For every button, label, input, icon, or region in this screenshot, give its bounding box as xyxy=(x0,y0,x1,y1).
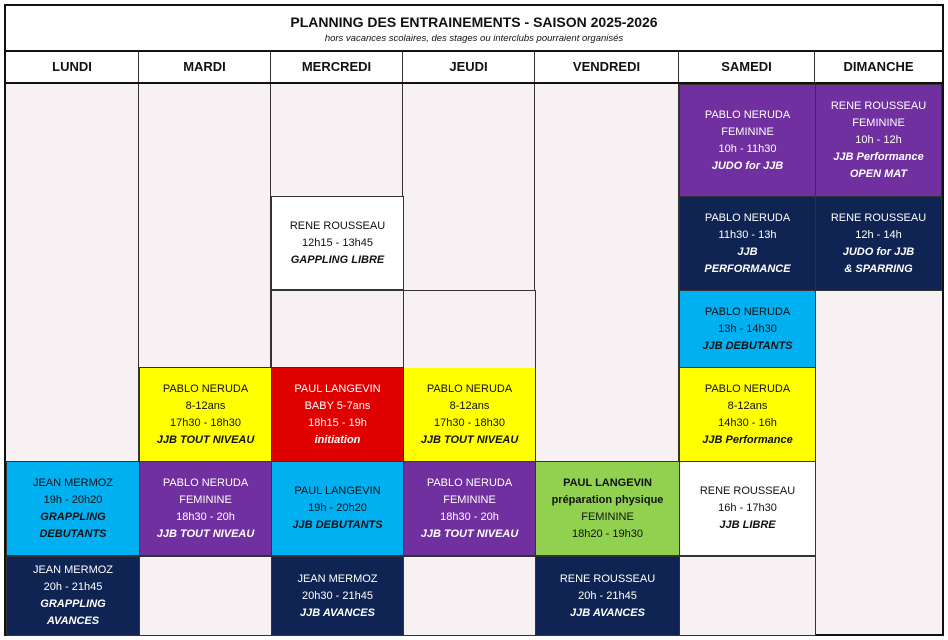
session-time: 20h - 21h45 xyxy=(43,581,103,593)
session-mon-2 xyxy=(6,556,140,636)
session-level: PERFORMANCE xyxy=(704,262,791,275)
session-type: GRAPPLING xyxy=(40,510,106,523)
session-thu-2 xyxy=(403,461,536,556)
session-place: PABLO NERUDA xyxy=(704,382,791,395)
session-time: 18h30 - 20h xyxy=(440,510,499,523)
session-sun-1 xyxy=(815,84,942,197)
session-type: JJB AVANCES xyxy=(570,606,645,619)
session-time: 17h30 - 18h30 xyxy=(170,416,241,429)
session-time: 10h - 11h30 xyxy=(718,142,777,155)
session-wed-2 xyxy=(271,367,404,462)
session-mon-1 xyxy=(6,461,140,556)
session-time: 18h15 - 19h xyxy=(308,416,367,429)
session-type: JJB xyxy=(737,245,758,258)
session-type: GAPPLING LIBRE xyxy=(290,253,385,266)
session-sat-2 xyxy=(679,196,816,291)
session-group: 8-12ans xyxy=(449,399,490,412)
session-place: RENE ROUSSEAU xyxy=(289,219,386,232)
session-sat-1 xyxy=(679,84,816,197)
empty-slot xyxy=(139,556,272,636)
session-fri-2 xyxy=(535,556,680,636)
session-time: 10h - 12h xyxy=(855,134,902,146)
session-group: FEMININE xyxy=(721,125,774,138)
session-place: PAUL LANGEVIN xyxy=(563,476,652,489)
empty-slot xyxy=(403,556,536,636)
session-time: 20h - 21h45 xyxy=(578,589,637,602)
session-group: FEMININE xyxy=(852,117,905,129)
session-type: JJB TOUT NIVEAU xyxy=(420,527,519,540)
session-group: FEMININE xyxy=(179,493,232,506)
session-type: JJB DEBUTANTS xyxy=(702,339,793,352)
session-group: FEMININE xyxy=(443,493,496,506)
session-level: & SPARRING xyxy=(844,262,913,275)
session-sat-3 xyxy=(679,290,816,368)
session-place: RENE ROUSSEAU xyxy=(830,100,927,112)
session-type: JUDO for JJB xyxy=(711,159,784,172)
session-time: 20h30 - 21h45 xyxy=(302,589,373,602)
session-time: 18h30 - 20h xyxy=(176,510,235,523)
session-time: 13h - 14h30 xyxy=(718,322,777,335)
day-wednesday: MERCREDI xyxy=(271,52,403,82)
schedule-title: PLANNING DES ENTRAINEMENTS - SAISON 2025-2026 xyxy=(290,14,658,30)
session-wed-4 xyxy=(271,556,404,636)
session-type: JJB TOUT NIVEAU xyxy=(156,527,255,540)
session-place: JEAN MERMOZ xyxy=(32,476,114,489)
session-thu-1 xyxy=(403,367,536,462)
session-level: AVANCES xyxy=(46,615,100,627)
session-time: 12h - 14h xyxy=(855,228,902,241)
session-time: 12h15 - 13h45 xyxy=(302,236,373,249)
session-type: JJB TOUT NIVEAU xyxy=(420,433,519,446)
session-place: JEAN MERMOZ xyxy=(297,572,378,585)
schedule-header xyxy=(6,6,942,52)
session-place: PAUL LANGEVIN xyxy=(294,485,381,497)
session-time: 11h30 - 13h xyxy=(718,228,777,241)
day-saturday: SAMEDI xyxy=(679,52,815,82)
session-type: JJB Performance xyxy=(702,433,793,446)
session-type: JJB TOUT NIVEAU xyxy=(156,433,255,446)
session-place: RENE ROUSSEAU xyxy=(830,211,927,224)
session-type: JUDO for JJB xyxy=(842,245,915,258)
session-wed-1 xyxy=(271,196,404,290)
day-monday: LUNDI xyxy=(6,52,139,82)
session-time: 17h30 - 18h30 xyxy=(434,416,505,429)
day-sunday: DIMANCHE xyxy=(843,59,914,74)
session-type: JJB LIBRE xyxy=(719,519,776,531)
session-place: PAUL LANGEVIN xyxy=(294,382,381,395)
session-place: PABLO NERUDA xyxy=(704,211,791,224)
session-type: JJB Performance xyxy=(833,151,924,163)
session-group: FEMININE xyxy=(581,510,634,523)
day-tuesday: MARDI xyxy=(139,52,271,82)
session-place: RENE ROUSSEAU xyxy=(699,485,796,497)
empty-slot xyxy=(679,556,816,636)
day-header-row xyxy=(6,52,942,84)
session-type: JJB DEBUTANTS xyxy=(292,519,383,531)
session-tue-2 xyxy=(139,461,272,556)
session-level: OPEN MAT xyxy=(849,168,908,180)
session-place: PABLO NERUDA xyxy=(162,382,249,395)
day-thursday: JEUDI xyxy=(403,52,535,82)
schedule-subtitle: hors vacances scolaires, des stages ou interclubs pourraient organisés xyxy=(324,33,624,44)
schedule-frame xyxy=(4,4,944,636)
session-sun-2 xyxy=(815,196,942,291)
session-fri-1 xyxy=(535,461,680,556)
session-group: 8-12ans xyxy=(185,399,226,412)
session-level: DEBUTANTS xyxy=(39,527,107,540)
empty-slot xyxy=(271,290,404,368)
session-type: initiation xyxy=(314,433,361,446)
session-type: préparation physique xyxy=(551,493,664,506)
session-place: PABLO NERUDA xyxy=(704,305,791,318)
session-wed-3 xyxy=(271,461,404,556)
session-sat-5 xyxy=(679,461,816,556)
session-place: PABLO NERUDA xyxy=(426,382,513,395)
session-time: 16h - 17h30 xyxy=(718,502,777,514)
session-place: RENE ROUSSEAU xyxy=(559,572,656,585)
session-place: PABLO NERUDA xyxy=(426,476,513,489)
session-time: 19h - 20h20 xyxy=(308,502,367,514)
session-sat-4 xyxy=(679,367,816,462)
session-group: 8-12ans xyxy=(727,399,768,412)
session-time: 14h30 - 16h xyxy=(718,416,777,429)
session-place: JEAN MERMOZ xyxy=(32,564,114,576)
session-type: GRAPPLING xyxy=(40,598,106,610)
session-place: PABLO NERUDA xyxy=(704,108,791,121)
day-friday: VENDREDI xyxy=(535,52,679,82)
session-type: JJB AVANCES xyxy=(300,606,375,619)
session-place: PABLO NERUDA xyxy=(162,476,249,489)
session-time: 19h - 20h20 xyxy=(43,493,103,506)
session-tue-1 xyxy=(139,367,272,462)
session-time: 18h20 - 19h30 xyxy=(572,527,643,540)
session-group: BABY 5-7ans xyxy=(304,399,371,412)
empty-slot xyxy=(403,290,536,368)
